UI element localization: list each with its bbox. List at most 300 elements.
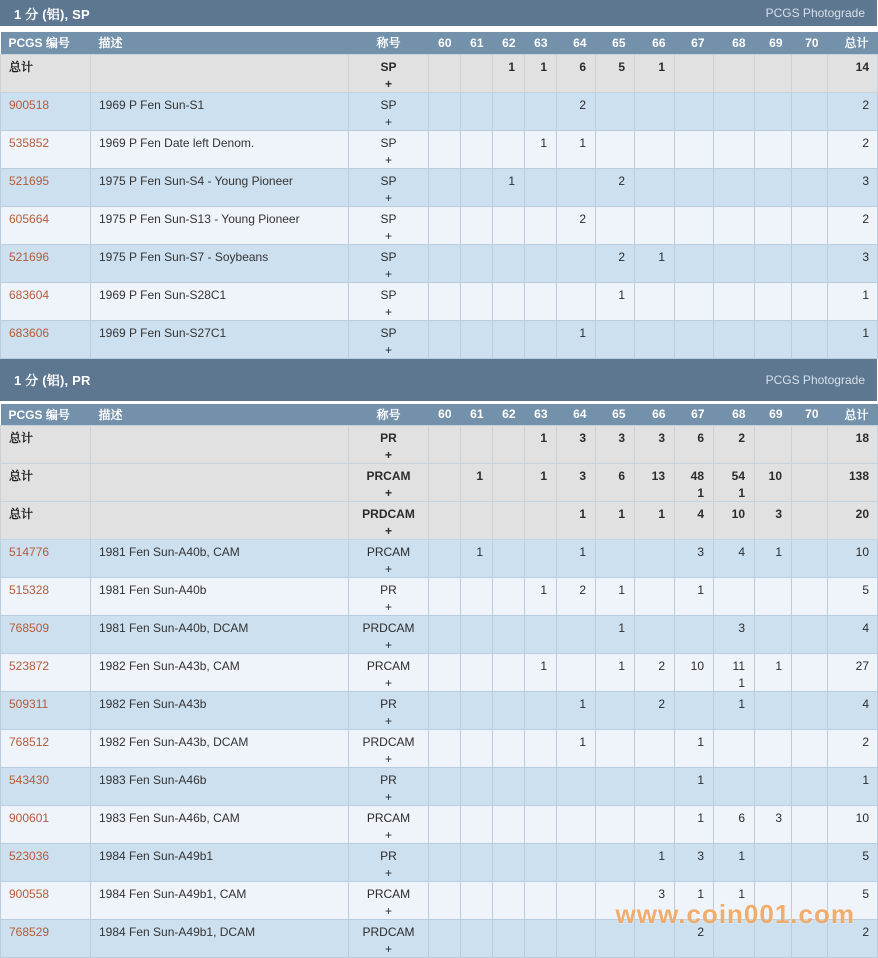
grade-cell-62 [493,920,525,958]
grade-plus-count: 1 [675,486,704,501]
grade-plus-count: 1 [714,676,745,691]
grade-cell-67 [675,616,714,654]
pcgs-number-cell [1,464,91,502]
total-cell [828,540,878,578]
grade-cell-64 [557,130,596,168]
total-cell [828,920,878,958]
coin-description: 1969 P Fen Sun-S28C1 [99,288,226,302]
coin-description: 1982 Fen Sun-A43b, DCAM [99,735,248,749]
grade-cell-63 [525,882,557,920]
coin-description: 1983 Fen Sun-A46b [99,773,206,787]
grade-cell-65 [596,282,635,320]
grade-cell-67 [675,282,714,320]
designation-label: SP [349,250,428,265]
row-total-label: 总计 [9,507,33,521]
designation-label: SP [349,60,428,75]
total-count: 2 [862,212,869,226]
designation-cell [349,206,429,244]
grade-cell-64 [557,320,596,358]
watermark: www.coin001.com [616,899,855,930]
total-cell [828,320,878,358]
grade-count: 1 [714,697,745,712]
total-cell [828,844,878,882]
grade-cell-66 [635,616,675,654]
total-count: 2 [862,925,869,939]
grade-cell-67 [675,130,714,168]
grade-cell-68 [714,806,755,844]
grade-cell-63 [525,692,557,730]
pcgs-number-cell [1,844,91,882]
grade-count: 3 [557,431,586,446]
grade-count: 2 [596,250,625,265]
designation-label: SP [349,288,428,303]
grade-cell-67 [675,844,714,882]
pcgs-number-cell [1,882,91,920]
grade-cell-70 [792,206,828,244]
grade-cell-67 [675,244,714,282]
grade-count: 13 [635,469,665,484]
column-header: 70 [792,32,828,54]
grade-cell-69 [755,920,792,958]
column-header: 70 [792,404,828,426]
pcgs-number-cell [1,806,91,844]
grade-cell-61 [461,282,493,320]
grade-count: 3 [635,887,665,902]
grade-cell-69 [755,540,792,578]
grade-cell-64 [557,426,596,464]
grade-count: 6 [596,469,625,484]
total-count: 2 [862,136,869,150]
pcgs-number-link[interactable]: 543430 [9,773,49,787]
pcgs-number-cell [1,768,91,806]
grade-cell-65 [596,616,635,654]
grade-count: 1 [596,621,625,636]
grade-cell-64 [557,616,596,654]
grade-cell-69 [755,616,792,654]
designation-plus-label: + [349,866,428,881]
grade-cell-69 [755,882,792,920]
designation-cell [349,730,429,768]
grade-cell-69 [755,206,792,244]
coin-description: 1981 Fen Sun-A40b, DCAM [99,621,248,635]
coin-description: 1969 P Fen Sun-S1 [99,98,204,112]
grade-cell-62 [493,502,525,540]
designation-cell [349,244,429,282]
pcgs-number-link[interactable]: 768512 [9,735,49,749]
photograde-link[interactable]: PCGS Photograde [766,6,865,20]
grade-count: 1 [635,60,665,75]
designation-label: PRCAM [349,545,428,560]
grade-cell-70 [792,282,828,320]
table-row [1,92,878,130]
grade-count: 1 [525,659,547,674]
column-header: 60 [429,404,461,426]
grade-cell-63 [525,768,557,806]
description-cell [91,502,349,540]
total-cell [828,244,878,282]
grade-cell-61 [461,54,493,92]
grade-cell-64 [557,92,596,130]
designation-label: PRCAM [349,469,428,484]
table-row [1,540,878,578]
grade-cell-66 [635,426,675,464]
designation-cell [349,130,429,168]
grade-cell-64 [557,244,596,282]
table-row [1,320,878,358]
pcgs-number-link[interactable]: 521695 [9,174,49,188]
total-cell [828,168,878,206]
pcgs-number-cell [1,578,91,616]
pcgs-number-link[interactable]: 900601 [9,811,49,825]
grade-cell-65 [596,920,635,958]
pcgs-number-link[interactable]: 514776 [9,545,49,559]
grade-cell-61 [461,244,493,282]
column-header: 61 [461,32,493,54]
grade-cell-67 [675,882,714,920]
grade-cell-63 [525,730,557,768]
section-header [0,0,877,26]
column-header: 67 [675,404,714,426]
grade-count: 4 [675,507,704,522]
grade-cell-67 [675,168,714,206]
grade-count: 1 [675,583,704,598]
column-header: 称号 [349,32,429,54]
grade-cell-66 [635,882,675,920]
grade-cell-70 [792,426,828,464]
grade-cell-69 [755,844,792,882]
pcgs-number-link[interactable]: 768509 [9,621,49,635]
total-count: 138 [849,469,869,483]
grade-cell-67 [675,426,714,464]
grade-cell-70 [792,654,828,692]
column-header: 称号 [349,404,429,426]
pcgs-number-link[interactable]: 683606 [9,326,49,340]
designation-label: SP [349,174,428,189]
pcgs-number-link[interactable]: 683604 [9,288,49,302]
grade-cell-68 [714,920,755,958]
grade-count: 2 [557,98,586,113]
coin-description: 1975 P Fen Sun-S7 - Soybeans [99,250,268,264]
grade-cell-70 [792,540,828,578]
column-header: 63 [525,404,557,426]
grade-count: 48 [675,469,704,484]
total-cell [828,806,878,844]
grade-cell-61 [461,426,493,464]
grade-cell-64 [557,692,596,730]
grade-count: 1 [461,469,483,484]
grade-cell-64 [557,768,596,806]
report-section [0,0,877,359]
description-cell [91,806,349,844]
grade-cell-61 [461,806,493,844]
pcgs-number-cell [1,692,91,730]
grade-cell-69 [755,168,792,206]
grade-cell-65 [596,168,635,206]
coin-description: 1969 P Fen Sun-S27C1 [99,326,226,340]
table-row [1,730,878,768]
designation-plus-label: + [349,267,428,282]
grade-cell-63 [525,616,557,654]
total-count: 3 [862,174,869,188]
grade-cell-61 [461,168,493,206]
grade-cell-69 [755,578,792,616]
column-header: 总计 [828,32,878,54]
description-cell [91,920,349,958]
grade-cell-64 [557,540,596,578]
total-count: 4 [862,621,869,635]
grade-count: 1 [557,545,586,560]
table-row [1,692,878,730]
grade-count: 10 [714,507,745,522]
total-count: 4 [862,697,869,711]
grade-cell-63 [525,464,557,502]
designation-plus-label: + [349,191,428,206]
grade-cell-69 [755,692,792,730]
grade-count: 2 [557,583,586,598]
total-count: 5 [862,887,869,901]
grade-cell-67 [675,206,714,244]
table-row [1,920,878,958]
grade-count: 1 [675,887,704,902]
total-count: 2 [862,98,869,112]
grade-count: 1 [675,811,704,826]
column-header-row [1,32,878,54]
designation-label: PR [349,583,428,598]
column-header: 64 [557,404,596,426]
summary-row [1,426,878,464]
pcgs-number-link[interactable]: 521696 [9,250,49,264]
grade-cell-62 [493,426,525,464]
grade-cell-66 [635,320,675,358]
grade-cell-63 [525,54,557,92]
column-header: 65 [596,404,635,426]
grade-cell-60 [429,426,461,464]
description-cell [91,426,349,464]
designation-cell [349,320,429,358]
coin-description: 1975 P Fen Sun-S13 - Young Pioneer [99,212,300,226]
grade-cell-63 [525,282,557,320]
designation-plus-label: + [349,77,428,92]
grade-cell-61 [461,768,493,806]
description-cell [91,206,349,244]
column-header: 总计 [828,404,878,426]
total-count: 20 [856,507,869,521]
row-total-label: 总计 [9,60,33,74]
grade-cell-65 [596,578,635,616]
grade-count: 1 [525,583,547,598]
grade-count: 1 [755,545,782,560]
total-count: 1 [862,326,869,340]
column-header: 描述 [91,404,349,426]
total-cell [828,502,878,540]
grade-cell-64 [557,54,596,92]
grade-cell-64 [557,920,596,958]
grade-cell-66 [635,502,675,540]
description-cell [91,54,349,92]
total-count: 5 [862,849,869,863]
grade-cell-62 [493,654,525,692]
grade-cell-63 [525,654,557,692]
grade-cell-62 [493,464,525,502]
pcgs-number-link[interactable]: 900518 [9,98,49,112]
grade-cell-60 [429,654,461,692]
grade-count: 4 [714,545,745,560]
grade-cell-68 [714,244,755,282]
grade-count: 1 [596,659,625,674]
grade-count: 1 [557,507,586,522]
grade-cell-62 [493,844,525,882]
total-cell [828,882,878,920]
grade-cell-62 [493,130,525,168]
designation-label: PRDCAM [349,735,428,750]
grade-cell-61 [461,502,493,540]
grade-cell-68 [714,578,755,616]
total-cell [828,426,878,464]
population-table [0,32,878,359]
grade-cell-62 [493,730,525,768]
pcgs-number-link[interactable]: 523036 [9,849,49,863]
grade-cell-65 [596,806,635,844]
grade-cell-60 [429,730,461,768]
designation-label: PR [349,431,428,446]
designation-plus-label: + [349,486,428,501]
grade-cell-65 [596,882,635,920]
section-title: 1 分 (铝), PR [14,370,91,389]
designation-cell [349,616,429,654]
pcgs-number-link[interactable]: 535852 [9,136,49,150]
designation-label: PR [349,773,428,788]
designation-plus-label: + [349,714,428,729]
grade-cell-69 [755,502,792,540]
section-title: 1 分 (铝), SP [14,4,90,23]
designation-plus-label: + [349,676,428,691]
total-cell [828,768,878,806]
grade-cell-67 [675,768,714,806]
grade-cell-61 [461,692,493,730]
grade-cell-70 [792,92,828,130]
column-header: 67 [675,32,714,54]
grade-cell-60 [429,168,461,206]
grade-cell-61 [461,92,493,130]
grade-cell-60 [429,464,461,502]
total-cell [828,654,878,692]
designation-cell [349,692,429,730]
photograde-link[interactable]: PCGS Photograde [766,373,865,387]
total-count: 18 [856,431,869,445]
pcgs-number-link[interactable]: 509311 [9,697,48,711]
column-header: 62 [493,404,525,426]
description-cell [91,540,349,578]
column-header: 62 [493,32,525,54]
grade-cell-68 [714,654,755,692]
pcgs-number-cell [1,320,91,358]
designation-plus-label: + [349,229,428,244]
grade-cell-64 [557,168,596,206]
description-cell [91,844,349,882]
pcgs-number-cell [1,206,91,244]
grade-cell-60 [429,692,461,730]
grade-cell-60 [429,54,461,92]
grade-count: 1 [635,849,665,864]
description-cell [91,130,349,168]
column-header: 69 [755,32,792,54]
table-row [1,244,878,282]
table-row [1,654,878,692]
grade-cell-65 [596,320,635,358]
grade-cell-60 [429,502,461,540]
designation-plus-label: + [349,638,428,653]
grade-cell-64 [557,464,596,502]
grade-cell-69 [755,244,792,282]
grade-cell-68 [714,616,755,654]
designation-plus-label: + [349,562,428,577]
pcgs-number-cell [1,502,91,540]
designation-label: SP [349,212,428,227]
grade-cell-65 [596,206,635,244]
grade-cell-60 [429,578,461,616]
total-cell [828,206,878,244]
designation-plus-label: + [349,790,428,805]
column-header: 描述 [91,32,349,54]
grade-cell-68 [714,282,755,320]
grade-cell-68 [714,730,755,768]
grade-cell-70 [792,882,828,920]
description-cell [91,464,349,502]
grade-count: 6 [675,431,704,446]
grade-cell-62 [493,692,525,730]
grade-cell-70 [792,768,828,806]
grade-cell-67 [675,920,714,958]
grade-cell-61 [461,464,493,502]
total-count: 10 [856,811,869,825]
total-cell [828,130,878,168]
pcgs-number-link[interactable]: 523872 [9,659,49,673]
grade-count: 1 [714,887,745,902]
grade-cell-70 [792,502,828,540]
grade-cell-68 [714,206,755,244]
grade-cell-68 [714,692,755,730]
pcgs-number-link[interactable]: 768529 [9,925,49,939]
designation-label: PRDCAM [349,507,428,522]
description-cell [91,92,349,130]
grade-count: 1 [557,697,586,712]
designation-label: SP [349,98,428,113]
grade-cell-62 [493,882,525,920]
grade-cell-65 [596,730,635,768]
column-header: 63 [525,32,557,54]
pcgs-number-cell [1,426,91,464]
column-header: PCGS 编号 [1,32,91,54]
pcgs-number-link[interactable]: 605664 [9,212,49,226]
designation-cell [349,92,429,130]
grade-cell-65 [596,464,635,502]
grade-cell-66 [635,168,675,206]
pcgs-number-link[interactable]: 515328 [9,583,49,597]
total-count: 3 [862,250,869,264]
grade-cell-60 [429,768,461,806]
pcgs-number-link[interactable]: 900558 [9,887,49,901]
total-cell [828,616,878,654]
grade-cell-69 [755,282,792,320]
designation-plus-label: + [349,904,428,919]
grade-count: 3 [755,811,782,826]
designation-label: PRCAM [349,887,428,902]
grade-cell-64 [557,654,596,692]
grade-cell-62 [493,768,525,806]
grade-cell-62 [493,168,525,206]
grade-cell-63 [525,320,557,358]
designation-cell [349,882,429,920]
